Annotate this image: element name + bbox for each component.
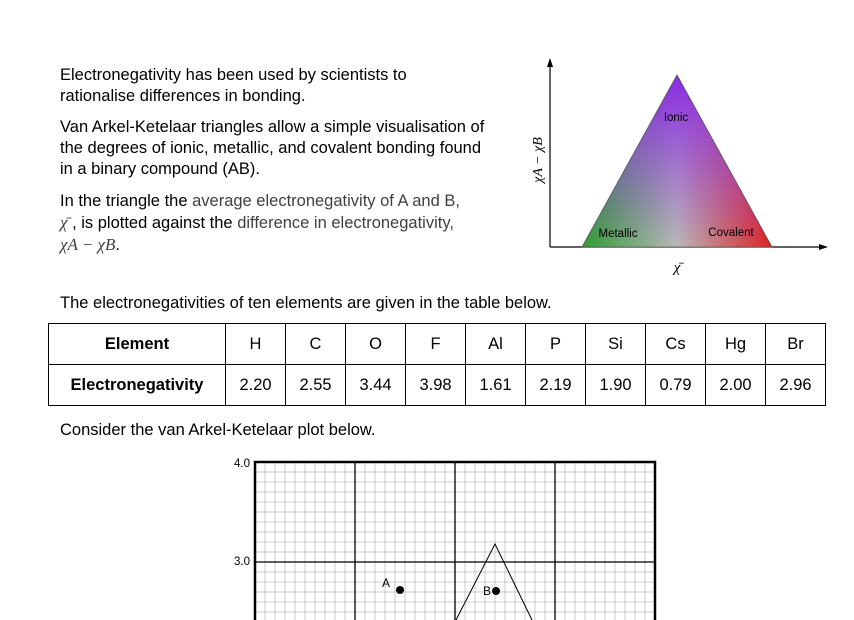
y-tick-label: 3.0 (234, 556, 250, 568)
element-cell: Br (766, 324, 826, 365)
element-cell: Cs (646, 324, 706, 365)
p3-text-a: In the triangle the (60, 192, 193, 210)
value-cell: 3.44 (346, 365, 406, 406)
triangle-shape (582, 75, 772, 247)
triangle-x-axis-label: χ̄ (673, 260, 681, 276)
intro-paragraph-1: Electronegativity has been used by scientists to rationalise differences in bonding. (60, 66, 407, 105)
covalent-label: Covalent (708, 227, 754, 239)
value-cell: 2.55 (286, 365, 346, 406)
p3-text-d: difference in electronegativity, (237, 214, 454, 232)
value-cell: 2.20 (226, 365, 286, 406)
value-cell: 3.98 (406, 365, 466, 406)
value-cell: 0.79 (646, 365, 706, 406)
value-cell: 2.00 (706, 365, 766, 406)
electronegativity-table (48, 323, 826, 406)
p3-text-c: , is plotted against the (67, 214, 238, 232)
value-cell: 2.96 (766, 365, 826, 406)
intro-paragraph-3 (60, 191, 520, 256)
element-row (49, 324, 826, 365)
point-b-marker (492, 587, 500, 595)
triangle-y-axis-label: χA − χB (531, 137, 546, 183)
y-axis-arrowhead (547, 58, 553, 67)
ionic-label: Ionic (663, 112, 689, 124)
chi-difference-expression: χA − χB (60, 235, 116, 254)
value-cell: 1.61 (466, 365, 526, 406)
element-cell: F (406, 324, 466, 365)
chi-bar-symbol: χ̄ (60, 213, 68, 232)
point-a-label: A (381, 576, 391, 590)
metallic-label: Metallic (598, 228, 638, 240)
element-cell: Al (466, 324, 526, 365)
y-tick-label: 4.0 (234, 458, 250, 470)
van-arkel-plot (220, 452, 670, 620)
electronegativity-header-cell: Electronegativity (49, 365, 226, 406)
table-intro-text: The electronegativities of ten elements are given in the table below. (60, 294, 552, 312)
element-cell: Hg (706, 324, 766, 365)
intro-paragraph-2: Van Arkel-Ketelaar triangles allow a simple visualisation of the degrees of ionic, metallic, and covalent bonding found in a binary compound (AB). (60, 118, 485, 178)
point-a-marker (396, 586, 404, 594)
value-cell: 2.19 (526, 365, 586, 406)
van-arkel-triangle-diagram (520, 55, 835, 280)
plot-intro-text: Consider the van Arkel-Ketelaar plot below. (60, 421, 376, 439)
element-cell: C (286, 324, 346, 365)
point-b-label: B (482, 584, 492, 598)
element-cell: Si (586, 324, 646, 365)
element-cell: O (346, 324, 406, 365)
p3-text-b: average electronegativity of A and B, (192, 192, 460, 210)
p3-end: . (115, 236, 120, 254)
electronegativity-row (49, 365, 826, 406)
element-header-cell: Element (49, 324, 226, 365)
element-cell: H (226, 324, 286, 365)
x-axis-arrowhead (819, 244, 828, 250)
element-cell: P (526, 324, 586, 365)
value-cell: 1.90 (586, 365, 646, 406)
